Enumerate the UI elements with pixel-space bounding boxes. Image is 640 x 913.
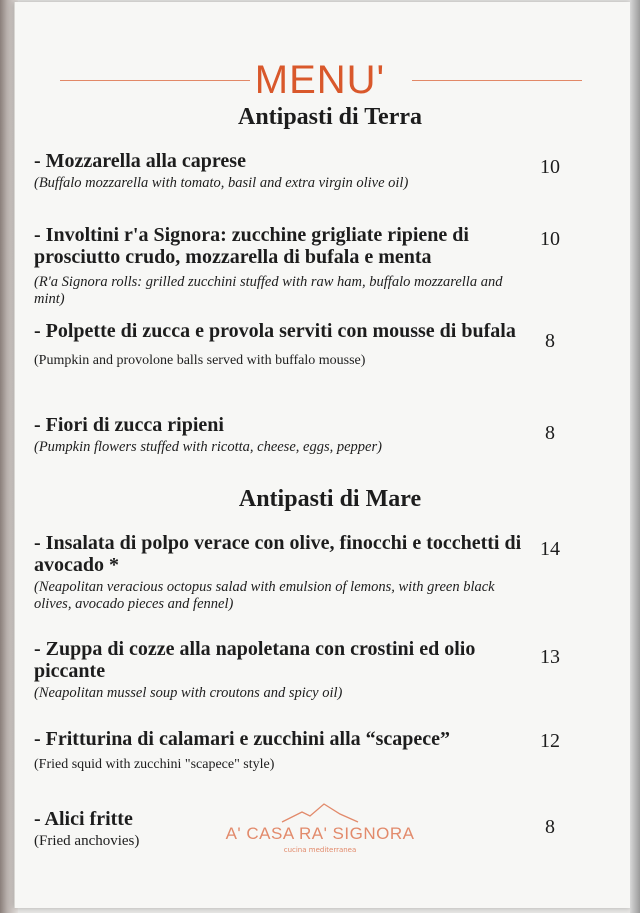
item-name: - Involtini r'a Signora: zucchine grigliate ripiene di prosciutto crudo, mozzarella di bufala e menta xyxy=(34,224,469,268)
menu-item xyxy=(34,532,534,613)
item-price: 12 xyxy=(540,730,560,752)
logo-name: A' CASA RA' SIGNORA xyxy=(225,824,415,843)
item-description: (R'a Signora rolls: grilled zucchini stuffed with raw ham, buffalo mozzarella and mint) xyxy=(34,274,503,307)
item-price: 13 xyxy=(540,646,560,668)
item-price: 8 xyxy=(545,330,555,352)
item-description: (Neapolitan veracious octopus salad with emulsion of lemons, with green black olives, avocado pieces and fennel) xyxy=(34,579,495,612)
item-price: 8 xyxy=(545,422,555,444)
item-description: (Pumpkin and provolone balls served with buffalo mousse) xyxy=(34,353,366,368)
item-description: (Neapolitan mussel soup with croutons and spicy oil) xyxy=(34,685,343,701)
item-price: 8 xyxy=(545,816,555,838)
item-name: - Zuppa di cozze alla napoletana con crostini ed olio piccante xyxy=(34,638,476,682)
menu-item xyxy=(34,638,534,702)
menu-item xyxy=(34,150,534,192)
section-title-terra: Antipasti di Terra xyxy=(237,104,423,130)
item-name: - Alici fritte xyxy=(34,808,133,830)
item-price: 10 xyxy=(540,156,560,178)
menu-item xyxy=(34,320,534,369)
section-title-mare: Antipasti di Mare xyxy=(238,486,422,512)
item-description: (Buffalo mozzarella with tomato, basil and extra virgin olive oil) xyxy=(34,175,409,191)
item-price: 10 xyxy=(540,228,560,250)
item-name: - Polpette di zucca e provola serviti con mousse di bufala xyxy=(34,320,516,342)
menu-item xyxy=(34,224,534,308)
item-price: 14 xyxy=(540,538,560,560)
menu-item xyxy=(34,808,224,850)
item-name: - Mozzarella alla caprese xyxy=(34,150,246,172)
item-description: (Fried anchovies) xyxy=(34,833,140,849)
item-name: - Fiori di zucca ripieni xyxy=(34,414,224,436)
menu-item xyxy=(34,414,534,456)
item-description: (Fried squid with zucchini "scapece" style) xyxy=(34,757,275,772)
mountain-icon xyxy=(280,802,360,824)
page-edge xyxy=(630,0,640,913)
menu-title: MENU' xyxy=(254,58,386,102)
menu-item xyxy=(34,728,534,773)
logo-subtitle: cucina mediterranea xyxy=(283,846,357,854)
item-name: - Insalata di polpo verace con olive, finocchi e tocchetti di avocado * xyxy=(34,532,522,576)
restaurant-logo xyxy=(225,800,415,860)
item-description: (Pumpkin flowers stuffed with ricotta, cheese, eggs, pepper) xyxy=(34,439,382,455)
item-name: - Fritturina di calamari e zucchini alla “scapece” xyxy=(34,728,451,750)
